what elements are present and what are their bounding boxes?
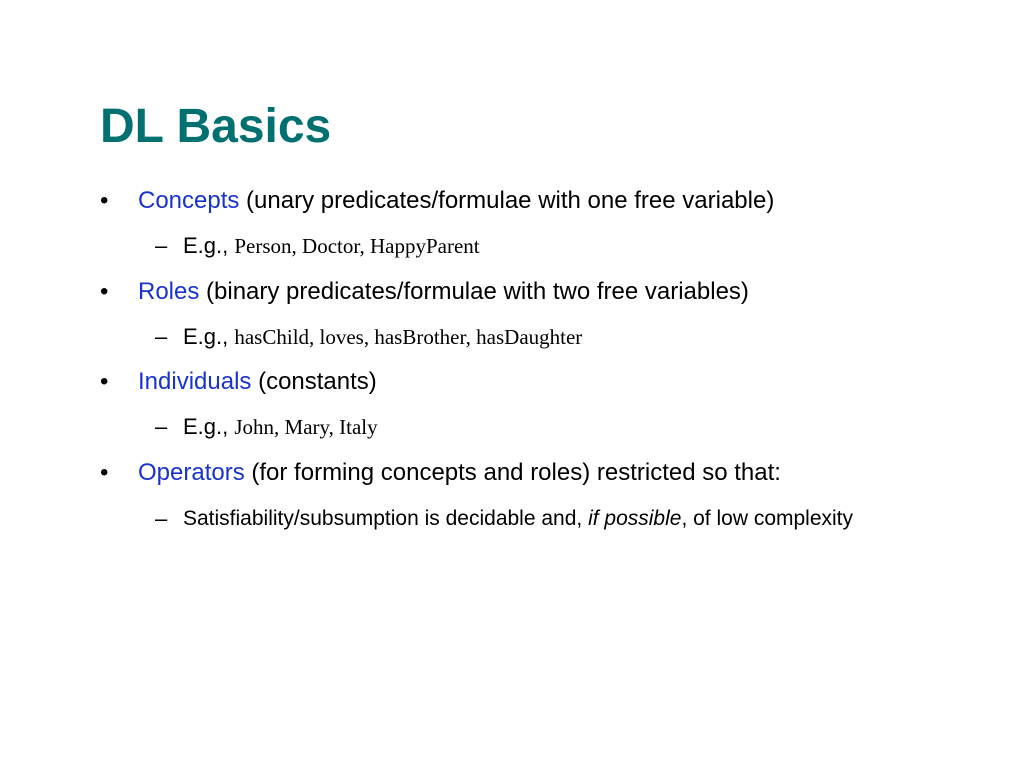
bullet-term: Individuals [138, 368, 252, 395]
bullet-text [138, 367, 377, 397]
bullet-text [138, 458, 781, 488]
examples-prefix: E.g., [183, 324, 235, 349]
bullet-text [138, 277, 749, 307]
slide-title: DL Basics [100, 100, 332, 153]
sub-bullet-text [183, 232, 480, 260]
examples-list: John, Mary, Italy [234, 415, 378, 439]
dash-icon: – [155, 233, 168, 258]
dash-icon: – [155, 324, 168, 349]
bullet-description: (unary predicates/formulae with one free variable) [239, 187, 775, 214]
bullet-text [138, 186, 774, 216]
bullet-term: Concepts [138, 187, 240, 214]
bullet-description: (constants) [251, 368, 377, 395]
bullet-icon: • [100, 459, 109, 486]
restriction-text-start: Satisfiability/subsumption is decidable and, [183, 507, 589, 530]
bullet-icon: • [100, 187, 109, 214]
examples-prefix: E.g., [183, 414, 235, 439]
examples-list: hasChild, loves, hasBrother, hasDaughter [234, 325, 583, 349]
bullet-description: (for forming concepts and roles) restricted so that: [244, 459, 781, 486]
sub-bullet-text [183, 505, 853, 533]
bullet-icon: • [100, 368, 109, 395]
sub-bullet-text [183, 323, 582, 351]
bullet-term: Operators [138, 459, 245, 486]
bullet-term: Roles [138, 278, 200, 305]
bullet-description: (binary predicates/formulae with two free variables) [199, 278, 749, 305]
restriction-emphasis: if possible [588, 507, 682, 530]
sub-bullet-text [183, 413, 378, 441]
examples-list: Person, Doctor, HappyParent [234, 234, 480, 258]
restriction-text-end: , of low complexity [681, 507, 854, 530]
bullet-icon: • [100, 278, 109, 305]
dash-icon: – [155, 414, 168, 439]
examples-prefix: E.g., [183, 233, 235, 258]
dash-icon: – [155, 506, 168, 531]
